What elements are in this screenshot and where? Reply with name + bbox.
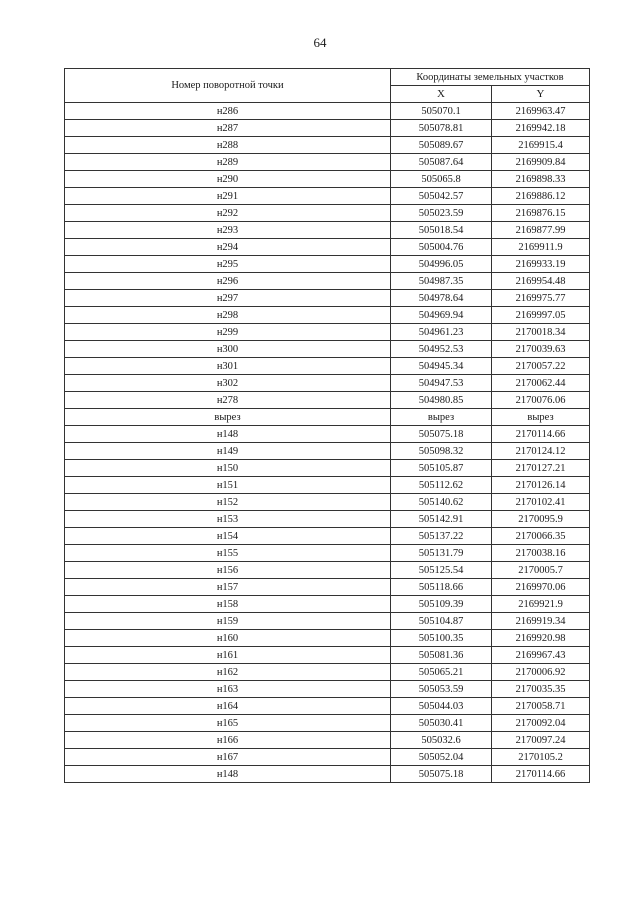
- point-cell: н293: [65, 222, 391, 239]
- table-row: [65, 766, 590, 783]
- x-cell: 505032.6: [391, 732, 492, 749]
- table-row: [65, 562, 590, 579]
- x-cell: 504945.34: [391, 358, 492, 375]
- y-cell: 2170058.71: [492, 698, 590, 715]
- point-cell: н162: [65, 664, 391, 681]
- table-row: [65, 324, 590, 341]
- point-cell: н153: [65, 511, 391, 528]
- page-number: 64: [313, 35, 327, 50]
- x-cell: 505065.21: [391, 664, 492, 681]
- point-cell: н148: [65, 766, 391, 783]
- y-cell: 2170035.35: [492, 681, 590, 698]
- x-cell: 504947.53: [391, 375, 492, 392]
- table-row: [65, 494, 590, 511]
- point-cell: н302: [65, 375, 391, 392]
- table-row: [65, 664, 590, 681]
- header-coordinates: Координаты земельных участков: [391, 69, 590, 86]
- x-cell: 505018.54: [391, 222, 492, 239]
- header-point-number: Номер поворотной точки: [65, 69, 391, 103]
- x-cell: 504978.64: [391, 290, 492, 307]
- table-row: [65, 443, 590, 460]
- table-row: [65, 120, 590, 137]
- y-cell: 2170105.2: [492, 749, 590, 766]
- y-cell: 2170018.34: [492, 324, 590, 341]
- x-cell: 505087.64: [391, 154, 492, 171]
- y-cell: 2169967.43: [492, 647, 590, 664]
- table-row: [65, 477, 590, 494]
- point-cell: н158: [65, 596, 391, 613]
- table-row: [65, 715, 590, 732]
- y-cell: 2169919.34: [492, 613, 590, 630]
- point-cell: н151: [65, 477, 391, 494]
- x-cell: вырез: [391, 409, 492, 426]
- table-row: [65, 205, 590, 222]
- x-cell: 504952.53: [391, 341, 492, 358]
- y-cell: 2169911.9: [492, 239, 590, 256]
- header-y: Y: [492, 86, 590, 103]
- y-cell: 2169970.06: [492, 579, 590, 596]
- x-cell: 505023.59: [391, 205, 492, 222]
- table-row: [65, 188, 590, 205]
- y-cell: 2170114.66: [492, 766, 590, 783]
- x-cell: 505065.8: [391, 171, 492, 188]
- point-cell: н296: [65, 273, 391, 290]
- table-row: [65, 579, 590, 596]
- table-row: [65, 528, 590, 545]
- point-cell: н167: [65, 749, 391, 766]
- y-cell: 2170005.7: [492, 562, 590, 579]
- table-row: [65, 647, 590, 664]
- point-cell: н152: [65, 494, 391, 511]
- point-cell: н290: [65, 171, 391, 188]
- x-cell: 505089.67: [391, 137, 492, 154]
- point-cell: н150: [65, 460, 391, 477]
- table-row: [65, 222, 590, 239]
- point-cell: н165: [65, 715, 391, 732]
- point-cell: н154: [65, 528, 391, 545]
- point-cell: н163: [65, 681, 391, 698]
- point-cell: н292: [65, 205, 391, 222]
- y-cell: 2169963.47: [492, 103, 590, 120]
- point-cell: н278: [65, 392, 391, 409]
- point-cell: н159: [65, 613, 391, 630]
- table-row: [65, 698, 590, 715]
- table-row: [65, 630, 590, 647]
- table-row: [65, 375, 590, 392]
- y-cell: 2170124.12: [492, 443, 590, 460]
- y-cell: 2169898.33: [492, 171, 590, 188]
- y-cell: 2170039.63: [492, 341, 590, 358]
- point-cell: н300: [65, 341, 391, 358]
- y-cell: 2169876.15: [492, 205, 590, 222]
- point-cell: н157: [65, 579, 391, 596]
- table-row: [65, 545, 590, 562]
- y-cell: 2170066.35: [492, 528, 590, 545]
- x-cell: 505100.35: [391, 630, 492, 647]
- y-cell: 2170092.04: [492, 715, 590, 732]
- y-cell: 2170095.9: [492, 511, 590, 528]
- point-cell: н149: [65, 443, 391, 460]
- point-cell: н155: [65, 545, 391, 562]
- x-cell: 504980.85: [391, 392, 492, 409]
- table-row: [65, 409, 590, 426]
- x-cell: 505075.18: [391, 766, 492, 783]
- point-cell: н301: [65, 358, 391, 375]
- x-cell: 505078.81: [391, 120, 492, 137]
- y-cell: 2169997.05: [492, 307, 590, 324]
- table-row: [65, 273, 590, 290]
- x-cell: 505044.03: [391, 698, 492, 715]
- x-cell: 505109.39: [391, 596, 492, 613]
- y-cell: 2170057.22: [492, 358, 590, 375]
- point-cell: н286: [65, 103, 391, 120]
- header-x: X: [391, 86, 492, 103]
- x-cell: 504969.94: [391, 307, 492, 324]
- x-cell: 505104.87: [391, 613, 492, 630]
- x-cell: 504987.35: [391, 273, 492, 290]
- table-row: [65, 426, 590, 443]
- y-cell: 2169920.98: [492, 630, 590, 647]
- table-row: [65, 307, 590, 324]
- x-cell: 505004.76: [391, 239, 492, 256]
- x-cell: 504961.23: [391, 324, 492, 341]
- table-row: [65, 732, 590, 749]
- x-cell: 505052.04: [391, 749, 492, 766]
- table-row: [65, 256, 590, 273]
- table-row: [65, 749, 590, 766]
- table-row: [65, 239, 590, 256]
- y-cell: 2169877.99: [492, 222, 590, 239]
- y-cell: 2169886.12: [492, 188, 590, 205]
- x-cell: 505075.18: [391, 426, 492, 443]
- point-cell: н148: [65, 426, 391, 443]
- point-cell: н297: [65, 290, 391, 307]
- table-row: [65, 290, 590, 307]
- y-cell: 2170102.41: [492, 494, 590, 511]
- x-cell: 505125.54: [391, 562, 492, 579]
- x-cell: 505053.59: [391, 681, 492, 698]
- table-row: [65, 613, 590, 630]
- y-cell: 2169921.9: [492, 596, 590, 613]
- point-cell: н287: [65, 120, 391, 137]
- table-body: [65, 103, 590, 783]
- x-cell: 505081.36: [391, 647, 492, 664]
- y-cell: 2170114.66: [492, 426, 590, 443]
- table-row: [65, 103, 590, 120]
- x-cell: 505131.79: [391, 545, 492, 562]
- y-cell: 2169954.48: [492, 273, 590, 290]
- y-cell: 2170097.24: [492, 732, 590, 749]
- table-row: [65, 511, 590, 528]
- y-cell: вырез: [492, 409, 590, 426]
- x-cell: 505098.32: [391, 443, 492, 460]
- point-cell: н164: [65, 698, 391, 715]
- x-cell: 505142.91: [391, 511, 492, 528]
- y-cell: 2170006.92: [492, 664, 590, 681]
- y-cell: 2170062.44: [492, 375, 590, 392]
- y-cell: 2170126.14: [492, 477, 590, 494]
- y-cell: 2170127.21: [492, 460, 590, 477]
- table-row: [65, 154, 590, 171]
- point-cell: н298: [65, 307, 391, 324]
- point-cell: н289: [65, 154, 391, 171]
- y-cell: 2169933.19: [492, 256, 590, 273]
- x-cell: 505042.57: [391, 188, 492, 205]
- table-row: [65, 341, 590, 358]
- table-row: [65, 596, 590, 613]
- point-cell: н294: [65, 239, 391, 256]
- table-row: [65, 681, 590, 698]
- y-cell: 2169915.4: [492, 137, 590, 154]
- table-row: [65, 137, 590, 154]
- point-cell: н299: [65, 324, 391, 341]
- point-cell: н156: [65, 562, 391, 579]
- x-cell: 505030.41: [391, 715, 492, 732]
- x-cell: 504996.05: [391, 256, 492, 273]
- y-cell: 2170038.16: [492, 545, 590, 562]
- table-row: [65, 358, 590, 375]
- point-cell: н291: [65, 188, 391, 205]
- point-cell: вырез: [65, 409, 391, 426]
- point-cell: н295: [65, 256, 391, 273]
- point-cell: н160: [65, 630, 391, 647]
- table-row: [65, 171, 590, 188]
- table-row: [65, 460, 590, 477]
- x-cell: 505140.62: [391, 494, 492, 511]
- x-cell: 505118.66: [391, 579, 492, 596]
- y-cell: 2169942.18: [492, 120, 590, 137]
- x-cell: 505070.1: [391, 103, 492, 120]
- x-cell: 505137.22: [391, 528, 492, 545]
- y-cell: 2169909.84: [492, 154, 590, 171]
- table-row: [65, 392, 590, 409]
- x-cell: 505105.87: [391, 460, 492, 477]
- y-cell: 2170076.06: [492, 392, 590, 409]
- point-cell: н288: [65, 137, 391, 154]
- y-cell: 2169975.77: [492, 290, 590, 307]
- coordinates-table: [64, 68, 590, 783]
- point-cell: н161: [65, 647, 391, 664]
- x-cell: 505112.62: [391, 477, 492, 494]
- point-cell: н166: [65, 732, 391, 749]
